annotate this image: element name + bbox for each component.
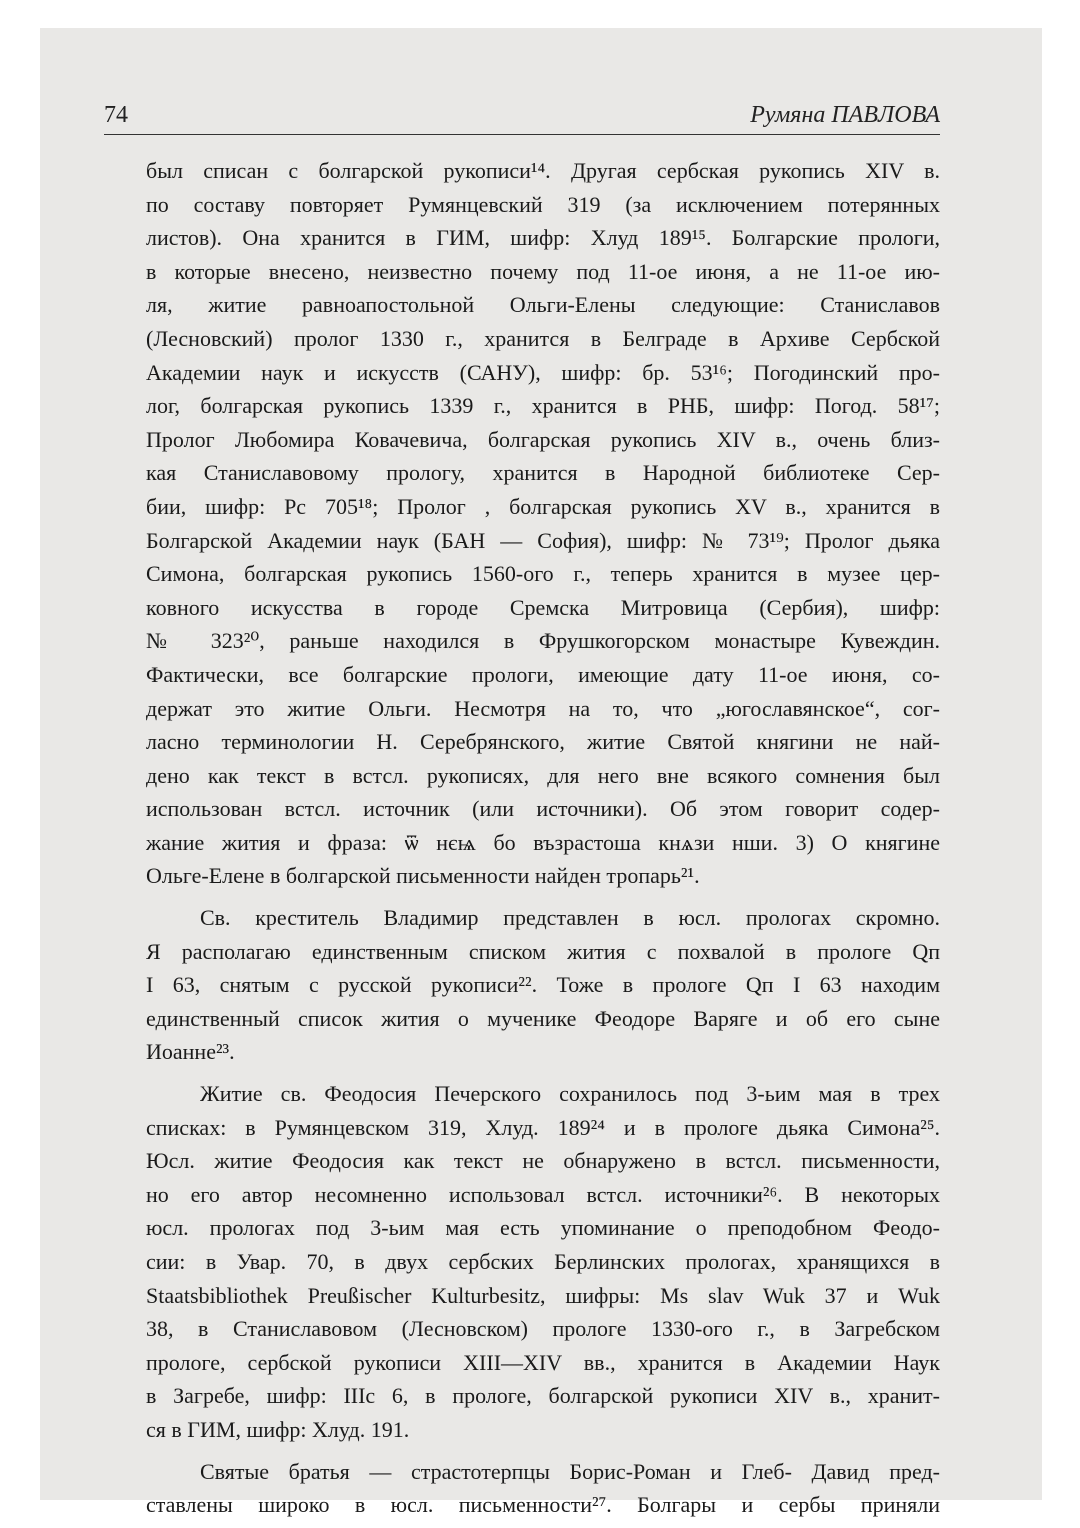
text-line: сии: в Увар. 70, в двух сербских Берлинских прологах, хранящихся в	[146, 1249, 940, 1274]
paragraph	[146, 154, 940, 893]
text-line: был списан с болгарской рукописи¹⁴. Другая сербская рукопись XIV в.	[146, 158, 940, 183]
text-line: ласно терминологии Н. Серебрянского, житие Святой княгини не най-	[146, 729, 940, 755]
text-line: Ольге-Елене в болгарской письменности найден тропарь²¹.	[146, 863, 700, 889]
header-rule	[104, 134, 940, 135]
text-line: Симона, болгарская рукопись 1560-ого г., теперь хранится в музее цер-	[146, 561, 940, 587]
text-line: Фактически, все болгарские прологи, имеющие дату 11-ое июня, со-	[146, 661, 940, 687]
text-line: бии, шифр: Рс 705¹⁸; Пролог , болгарская рукопись XV в., хранится в	[146, 493, 940, 519]
text-line: ся в ГИМ, шифр: Хлуд. 191.	[146, 1416, 410, 1442]
text-line: использован встсл. источник (или источники). Об этом говорит содер-	[146, 796, 940, 822]
text-line: юсл. прологах под 3-ьим мая есть упоминание о преподобном Феодо-	[146, 1215, 940, 1241]
text-line: № 323²⁰, раньше находился в Фрушкогорском монастыре Кувеждин.	[146, 628, 940, 654]
text-line: Пролог Любомира Ковачевича, болгарская рукопись XIV в., очень близ-	[146, 426, 940, 452]
text-line: ковного искусства в городе Сремска Митровица (Сербия), шифр:	[146, 594, 940, 620]
text-line: держат это житие Ольги. Несмотря на то, что „югославянское“, сог-	[146, 695, 940, 721]
text-line: Св. креститель Владимир представлен в юсл. прологах скромно.	[200, 905, 940, 931]
body-text	[146, 154, 940, 1522]
text-line: дено как текст в встсл. рукописях, для него вне всякого сомнения был	[146, 762, 940, 788]
text-line: прологе, сербской рукописи XIII—XIV вв., хранится в Академии Наук	[146, 1349, 940, 1375]
text-line: Staatsbibliothek Preußischer Kulturbesitz, шифры: Ms slav Wuk 37 и Wuk	[146, 1282, 940, 1308]
text-line: Академии наук и искусств (САНУ), шифр: бр. 53¹⁶; Погодинский про-	[146, 359, 940, 385]
text-line: в которые внесено, неизвестно почему под 11-ое июня, а не 11-ое ию-	[146, 258, 940, 284]
page-number: 74	[104, 102, 128, 128]
text-line: жание жития и фраза: ѿ нєѩ бо възрастоша кнѧзи нши. 3) О княгине	[146, 829, 940, 855]
text-line: лог, болгарская рукопись 1339 г., хранится в РНБ, шифр: Погод. 58¹⁷;	[146, 393, 940, 419]
text-line: Житие св. Феодосия Печерского сохранилось под 3-ьим мая в трех	[200, 1081, 940, 1107]
paragraph	[146, 901, 940, 1069]
text-line: I 63, снятым с русской рукописи²². Тоже в прологе Qп I 63 находим	[146, 972, 940, 998]
text-line: но его автор несомненно использовал встсл. источники²⁶. В некоторых	[146, 1181, 940, 1207]
text-line: Иоанне²³.	[146, 1039, 235, 1065]
text-line: Святые братья — страстотерпцы Борис-Роман и Глеб- Давид пред-	[200, 1458, 940, 1484]
text-line: Болгарской Академии наук (БАН — София), шифр: № 73¹⁹; Пролог дьяка	[146, 527, 940, 553]
paragraph	[146, 1455, 940, 1522]
paragraph	[146, 1077, 940, 1447]
running-head-author: Румяна ПАВЛОВА	[750, 102, 940, 128]
text-line: списках: в Румянцевском 319, Хлуд. 189²⁴ и в прологе дьяка Симона²⁵.	[146, 1114, 940, 1140]
text-line: Я располагаю единственным списком жития с похвалой в прологе Qп	[146, 938, 940, 964]
text-line: ставлены широко в юсл. письменности²⁷. Болгары и сербы приняли	[146, 1492, 940, 1518]
text-line: 38, в Станиславовом (Лесновском) прологе 1330-ого г., в Загребском	[146, 1316, 940, 1342]
text-line: Юсл. житие Феодосия как текст не обнаружено в встсл. письменности,	[146, 1148, 940, 1174]
text-line: листов). Она хранится в ГИМ, шифр: Хлуд 189¹⁵. Болгарские прологи,	[146, 225, 940, 251]
text-line: кая Станиславовому прологу, хранится в Народной библиотеке Сер-	[146, 460, 940, 486]
text-line: по составу повторяет Румянцевский 319 (за исключением потерянных	[146, 191, 940, 217]
text-line: (Лесновский) пролог 1330 г., хранится в Белграде в Архиве Сербской	[146, 325, 940, 351]
text-line: ля, житие равноапостольной Ольги-Елены следующие: Станиславов	[146, 292, 940, 318]
text-line: единственный список жития о мученике Феодоре Варяге и об его сыне	[146, 1005, 940, 1031]
text-line: в Загребе, шифр: IIIс 6, в прологе, болгарской рукописи XIV в., хранит-	[146, 1383, 940, 1409]
running-header	[104, 102, 940, 132]
